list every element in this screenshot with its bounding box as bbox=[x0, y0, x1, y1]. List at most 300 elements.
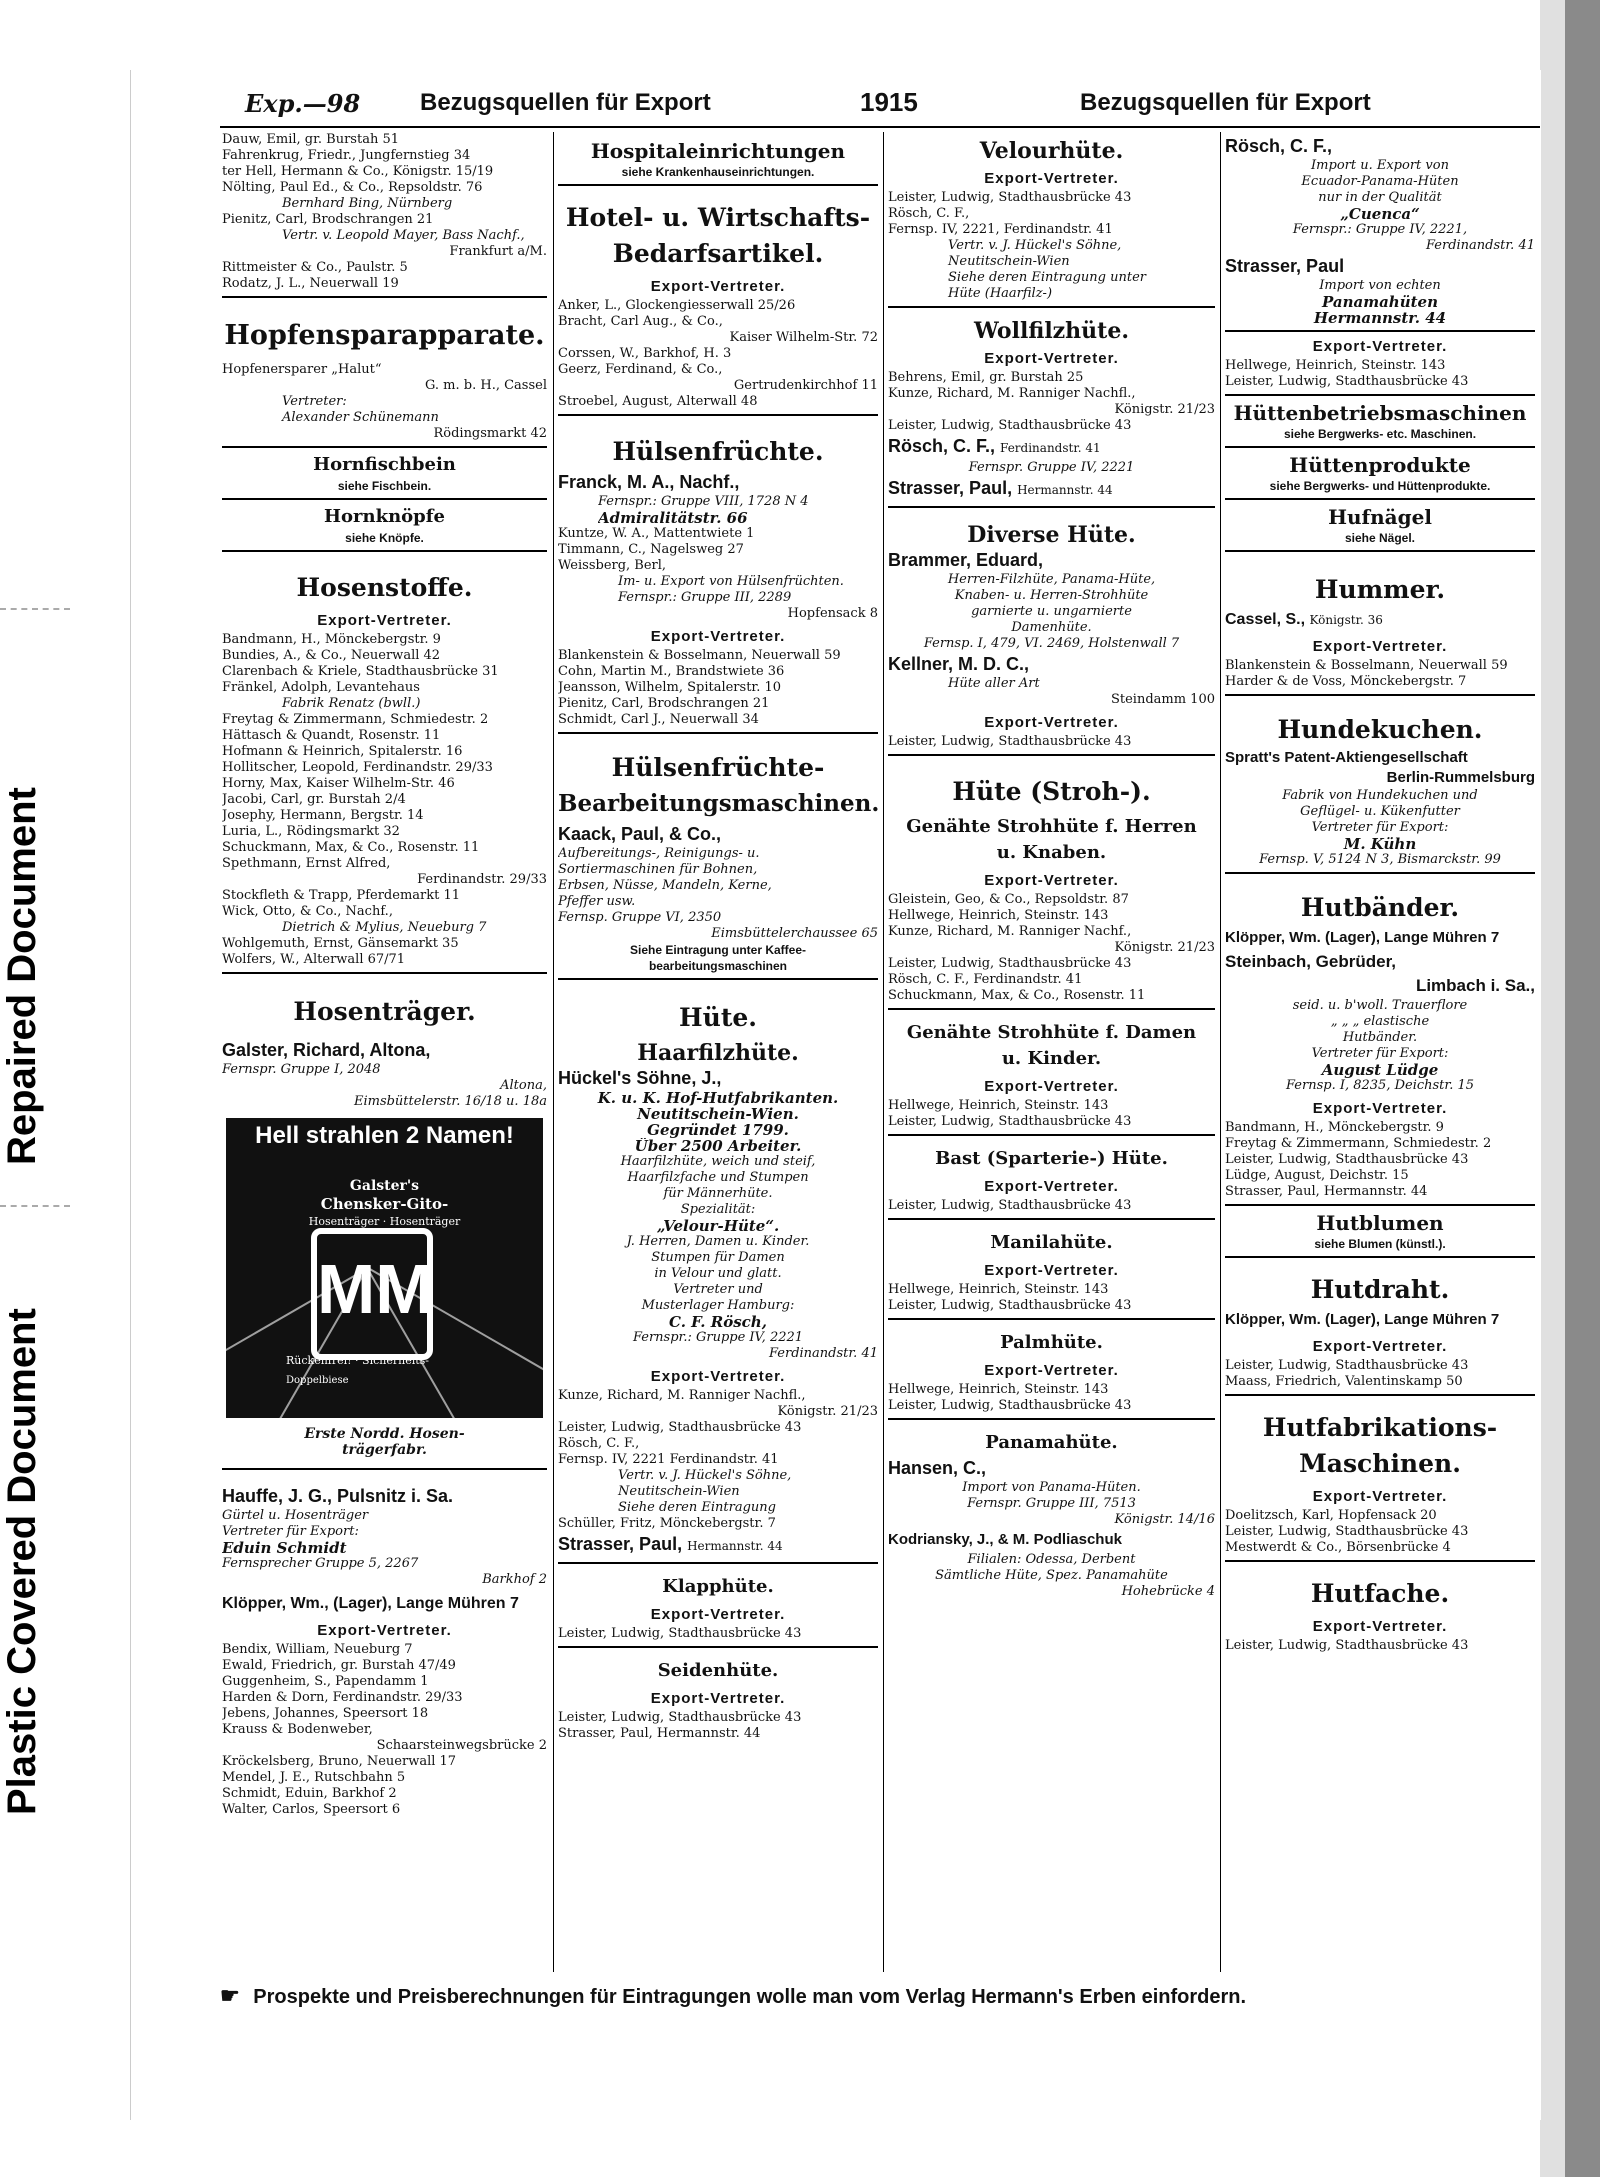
list-item: Herren-Filzhüte, Panama-Hüte, bbox=[947, 572, 1156, 587]
list-item: Eimsbüttelerstr. 16/18 u. 18a bbox=[353, 1094, 547, 1109]
firm-name: Cassel, S., bbox=[1225, 611, 1306, 628]
list-item: Hellwege, Heinrich, Steinstr. 143 bbox=[888, 1098, 1109, 1113]
list-item: Alexander Schünemann bbox=[282, 410, 439, 425]
entry-list bbox=[1225, 358, 1535, 390]
heading-huete-stroh: Hüte (Stroh-). bbox=[952, 777, 1151, 806]
list-item: Leister, Ludwig, Stadthausbrücke 43 bbox=[888, 418, 1132, 433]
entry-list bbox=[888, 572, 1215, 652]
list-item: Wohlgemuth, Ernst, Gänsemarkt 35 bbox=[222, 936, 459, 951]
list-item: Hellwege, Heinrich, Steinstr. 143 bbox=[888, 908, 1109, 923]
firm-roesch bbox=[888, 434, 1215, 460]
cross-reference: bearbeitungsmaschinen bbox=[648, 959, 788, 973]
list-item: Hollitscher, Leopold, Ferdinandstr. 29/33 bbox=[222, 760, 493, 775]
list-item: Vertr. v. J. Hückel's Söhne, bbox=[618, 1468, 792, 1483]
list-item: Hellwege, Heinrich, Steinstr. 143 bbox=[888, 1282, 1109, 1297]
list-item: Spethmann, Ernst Alfred, bbox=[222, 856, 391, 871]
heading-strohhuete-herren-2: u. Knaben. bbox=[996, 842, 1107, 863]
list-item: C. F. Rösch, bbox=[669, 1314, 767, 1330]
firm-phone: Fernspr. Gruppe IV, 2221 bbox=[968, 460, 1135, 475]
column-2 bbox=[558, 132, 878, 1742]
list-item: Timmann, C., Nagelsweg 27 bbox=[558, 542, 744, 557]
list-item: Bundies, A., & Co., Neuerwall 42 bbox=[222, 648, 441, 663]
list-item: G. m. b. H., Cassel bbox=[425, 378, 547, 393]
list-item: Gertrudenkirchhof 11 bbox=[733, 378, 878, 393]
column-3 bbox=[888, 132, 1215, 1600]
entry-list bbox=[558, 846, 878, 942]
column-4 bbox=[1225, 132, 1535, 1654]
list-item: Import u. Export von bbox=[1311, 158, 1449, 173]
ad-line: Rückenfrei! · Sicherheits- bbox=[286, 1354, 430, 1367]
list-item: Strasser, Paul, Hermannstr. 44 bbox=[558, 1726, 761, 1741]
export-vertreter-label: Export-Vertreter. bbox=[650, 278, 786, 295]
export-vertreter-label: Export-Vertreter. bbox=[984, 1262, 1119, 1279]
list-item: Hüte (Haarfilz-) bbox=[948, 286, 1053, 301]
firm-strasser bbox=[888, 476, 1215, 502]
heading-hutdraht: Hutdraht. bbox=[1310, 1275, 1450, 1304]
list-item: Hohebrücke 4 bbox=[1121, 1584, 1215, 1599]
list-item: Pfeffer usw. bbox=[558, 894, 636, 909]
ad-line: Hosenträger · Hosenträger bbox=[308, 1215, 461, 1228]
list-item: Steindamm 100 bbox=[1110, 692, 1215, 707]
list-item: Leister, Ludwig, Stadthausbrücke 43 bbox=[888, 190, 1132, 205]
list-item: Horny, Max, Kaiser Wilhelm-Str. 46 bbox=[222, 776, 455, 791]
ad-line: Chensker-Gito- bbox=[320, 1195, 449, 1213]
list-item: Pienitz, Carl, Brodschrangen 21 bbox=[222, 212, 434, 227]
list-item: Leister, Ludwig, Stadthausbrücke 43 bbox=[888, 1298, 1132, 1313]
list-item: Ewald, Friedrich, gr. Burstah 47/49 bbox=[222, 1658, 456, 1673]
list-item: Fernspr. Gruppe III, 7513 bbox=[967, 1496, 1136, 1511]
list-item: Haarfilzhüte, weich und steif, bbox=[620, 1154, 816, 1169]
list-item: Fernsp. V, 5124 N 3, Bismarckstr. 99 bbox=[1259, 852, 1501, 867]
list-item: „Velour-Hüte“. bbox=[656, 1218, 780, 1234]
list-item: Guggenheim, S., Papendamm 1 bbox=[222, 1674, 429, 1689]
heading-hotel: Hotel- u. Wirtschafts- bbox=[565, 203, 871, 232]
list-item: Vertreter für Export: bbox=[222, 1524, 359, 1539]
heading-strohhuete-damen: Genähte Strohhüte f. Damen bbox=[906, 1022, 1197, 1043]
list-item: Leister, Ludwig, Stadthausbrücke 43 bbox=[888, 1198, 1132, 1213]
entry-list bbox=[888, 190, 1215, 302]
column-1 bbox=[222, 132, 547, 1818]
list-item: Leister, Ludwig, Stadthausbrücke 43 bbox=[888, 1114, 1132, 1129]
firm-spratt-city: Berlin-Rummelsburg bbox=[1386, 769, 1535, 786]
list-item: Ecuador-Panama-Hüten bbox=[1301, 174, 1459, 189]
firm-spratt: Spratt's Patent-Aktiengesellschaft bbox=[1225, 749, 1468, 766]
firm-hansen: Hansen, C., bbox=[888, 1458, 987, 1478]
list-item: M. Kühn bbox=[1343, 836, 1417, 852]
export-vertreter-label: Export-Vertreter. bbox=[1312, 1100, 1448, 1117]
list-item: Spezialität: bbox=[680, 1202, 756, 1217]
export-vertreter-label: Export-Vertreter. bbox=[650, 628, 786, 645]
list-item: August Lüdge bbox=[1321, 1062, 1439, 1078]
entry-list bbox=[888, 1382, 1215, 1414]
entry-list bbox=[222, 632, 547, 968]
ad-title: Hell strahlen 2 Namen! bbox=[255, 1122, 514, 1149]
heading-hutfache: Hutfache. bbox=[1310, 1579, 1450, 1608]
list-item: Lüdge, August, Deichstr. 15 bbox=[1225, 1168, 1409, 1183]
list-item: Kunze, Richard, M. Ranniger Nachf., bbox=[888, 924, 1132, 939]
list-item: Jeansson, Wilhelm, Spitalerstr. 10 bbox=[558, 680, 782, 695]
list-item: Eduin Schmidt bbox=[222, 1540, 347, 1556]
list-item: Rodatz, J. L., Neuerwall 19 bbox=[222, 276, 399, 291]
list-item: Vertr. v. Leopold Mayer, Bass Nachf., bbox=[282, 228, 525, 243]
list-item: Hopfenersparer „Halut“ bbox=[222, 362, 382, 377]
heading-hopfensparapparate: Hopfensparapparate. bbox=[224, 320, 545, 351]
list-item: Stockfleth & Trapp, Pferdemarkt 11 bbox=[222, 888, 461, 903]
list-item: Kaiser Wilhelm-Str. 72 bbox=[729, 330, 878, 345]
list-item: Gleistein, Geo, & Co., Repsoldstr. 87 bbox=[888, 892, 1129, 907]
list-item: Blankenstein & Bosselmann, Neuerwall 59 bbox=[558, 648, 841, 663]
list-item: Vertreter und bbox=[673, 1282, 763, 1297]
entry-list bbox=[558, 1626, 878, 1642]
firm-address: Königstr. 36 bbox=[1309, 613, 1383, 627]
list-item: Filialen: Odessa, Derbent bbox=[967, 1552, 1136, 1567]
list-item: Vertreter: bbox=[282, 394, 347, 409]
list-item: Pienitz, Carl, Brodschrangen 21 bbox=[558, 696, 770, 711]
list-item: Kuntze, W. A., Mattentwiete 1 bbox=[558, 526, 755, 541]
ad-line: Doppelbiese bbox=[286, 1375, 349, 1386]
firm-hueckel: Hückel's Söhne, J., bbox=[558, 1068, 722, 1088]
list-item: Bernhard Bing, Nürnberg bbox=[282, 196, 453, 211]
entry-list bbox=[1225, 1508, 1535, 1556]
heading-hummer: Hummer. bbox=[1314, 575, 1446, 604]
list-item: Fernspr.: Gruppe III, 2289 bbox=[618, 590, 792, 605]
list-item: Im- u. Export von Hülsenfrüchten. bbox=[618, 574, 844, 589]
list-item: Admiralitätstr. 66 bbox=[598, 510, 748, 526]
export-vertreter-label: Export-Vertreter. bbox=[650, 1606, 786, 1623]
list-item: Stumpen für Damen bbox=[651, 1250, 785, 1265]
list-item: Dauw, Emil, gr. Burstah 51 bbox=[222, 132, 399, 147]
firm-name: Rösch, C. F., bbox=[888, 436, 996, 456]
firm-cassel bbox=[1225, 608, 1535, 632]
firm-kloepper: Klöpper, Wm. (Lager), Lange Mühren 7 bbox=[1225, 929, 1500, 946]
firm-steinbach-city: Limbach i. Sa., bbox=[1415, 976, 1535, 995]
list-item: Leister, Ludwig, Stadthausbrücke 43 bbox=[888, 1398, 1132, 1413]
list-item: Altona, bbox=[500, 1078, 547, 1093]
list-item: Ferdinandstr. 29/33 bbox=[417, 872, 547, 887]
list-item: Maass, Friedrich, Valentinskamp 50 bbox=[1225, 1374, 1463, 1389]
list-item: Harden & Dorn, Ferdinandstr. 29/33 bbox=[222, 1690, 463, 1705]
list-item: Krauss & Bodenweber, bbox=[222, 1722, 373, 1737]
heading-hundekuchen: Hundekuchen. bbox=[1277, 715, 1483, 744]
list-item: Vertreter für Export: bbox=[1311, 820, 1449, 835]
heading-palmhuete: Palmhüte. bbox=[1000, 1332, 1103, 1353]
heading-strohhuete-damen-2: u. Kinder. bbox=[1001, 1048, 1102, 1069]
entry-list bbox=[558, 494, 878, 526]
list-item: Über 2500 Arbeiter. bbox=[634, 1138, 802, 1154]
list-item: Josephy, Hermann, Bergstr. 14 bbox=[222, 808, 424, 823]
pointing-hand-icon: ☛ bbox=[220, 1983, 240, 2008]
list-item: Wick, Otto, & Co., Nachf., bbox=[222, 904, 393, 919]
list-item: Fernsp. IV, 2221, Ferdinandstr. 41 bbox=[888, 222, 1113, 237]
list-item: Leister, Ludwig, Stadthausbrücke 43 bbox=[558, 1626, 802, 1641]
heading-velourhuete: Velourhüte. bbox=[979, 138, 1124, 164]
list-item: garnierte u. ungarnierte bbox=[971, 604, 1132, 619]
list-item: Leister, Ludwig, Stadthausbrücke 43 bbox=[888, 956, 1132, 971]
heading-hospitaleinrichtungen: Hospitaleinrichtungen bbox=[590, 139, 846, 163]
list-item: Fernsp. I, 479, VI. 2469, Holstenwall 7 bbox=[923, 636, 1180, 651]
firm-address: Ferdinandstr. 41 bbox=[1000, 441, 1101, 455]
list-item: Hättasch & Quandt, Rosenstr. 11 bbox=[222, 728, 441, 743]
list-item: Leister, Ludwig, Stadthausbrücke 43 bbox=[1225, 1638, 1469, 1653]
column-divider bbox=[883, 132, 884, 1972]
list-item: Fabrik Renatz (bwll.) bbox=[282, 696, 421, 711]
list-item: Leister, Ludwig, Stadthausbrücke 43 bbox=[888, 734, 1132, 749]
firm-kaack: Kaack, Paul, & Co., bbox=[558, 824, 722, 844]
heading-seidenhuete: Seidenhüte. bbox=[657, 1660, 779, 1681]
firm-hauffe: Hauffe, J. G., Pulsnitz i. Sa. bbox=[222, 1486, 454, 1506]
heading-hotel-2: Bedarfsartikel. bbox=[612, 239, 824, 268]
ad-caption: Erste Nordd. Hosen- bbox=[304, 1426, 465, 1442]
list-item: Kunze, Richard, M. Ranniger Nachfl., bbox=[888, 386, 1136, 401]
list-item: Leister, Ludwig, Stadthausbrücke 43 bbox=[1225, 374, 1469, 389]
page-number: Exp.—98 bbox=[245, 89, 361, 118]
list-item: Königstr. 21/23 bbox=[1114, 940, 1215, 955]
firm-kloepper: Klöpper, Wm. (Lager), Lange Mühren 7 bbox=[1225, 1311, 1500, 1328]
heading-diverse-huete: Diverse Hüte. bbox=[967, 522, 1136, 548]
list-item: Fernsp. IV, 2221 Ferdinandstr. 41 bbox=[558, 1452, 779, 1467]
list-item: Strasser, Paul, Hermannstr. 44 bbox=[1225, 1184, 1428, 1199]
list-item: Bandmann, H., Mönckebergstr. 9 bbox=[222, 632, 441, 647]
list-item: Haarfilzfache und Stumpen bbox=[627, 1170, 809, 1185]
export-vertreter-label: Export-Vertreter. bbox=[650, 1368, 786, 1385]
list-item: Bracht, Carl Aug., & Co., bbox=[558, 314, 723, 329]
column-divider bbox=[553, 132, 554, 1972]
list-item: Musterlager Hamburg: bbox=[641, 1298, 795, 1313]
list-item: Luria, L., Rödingsmarkt 32 bbox=[222, 824, 400, 839]
list-item: Behrens, Emil, gr. Burstah 25 bbox=[888, 370, 1084, 385]
list-item: Schmidt, Carl J., Neuerwall 34 bbox=[558, 712, 759, 727]
export-vertreter-label: Export-Vertreter. bbox=[317, 1622, 452, 1639]
list-item: Mestwerdt & Co., Börsenbrücke 4 bbox=[1225, 1540, 1451, 1555]
list-item: Hellwege, Heinrich, Steinstr. 143 bbox=[888, 1382, 1109, 1397]
list-item: „ „ „ elastische bbox=[1330, 1014, 1430, 1029]
ad-caption: trägerfabr. bbox=[342, 1442, 427, 1458]
list-item: nur in der Qualität bbox=[1318, 190, 1442, 205]
list-item: Sämtliche Hüte, Spez. Panamahüte bbox=[935, 1568, 1168, 1583]
list-item: Leister, Ludwig, Stadthausbrücke 43 bbox=[1225, 1524, 1469, 1539]
list-item: Fernspr.: Gruppe VIII, 1728 N 4 bbox=[598, 494, 809, 509]
entry-list bbox=[1225, 278, 1535, 326]
cross-reference: siehe Krankenhauseinrichtungen. bbox=[621, 165, 815, 179]
page-header bbox=[245, 83, 1525, 125]
list-item: Barkhof 2 bbox=[482, 1572, 547, 1587]
list-item: Neutitschein-Wien bbox=[618, 1484, 740, 1499]
list-item: Leister, Ludwig, Stadthausbrücke 43 bbox=[558, 1710, 802, 1725]
list-item: Dietrich & Mylius, Neueburg 7 bbox=[282, 920, 487, 935]
entry-list bbox=[558, 1388, 878, 1532]
firm-strasser bbox=[558, 1532, 878, 1558]
list-item: Frankfurt a/M. bbox=[449, 244, 547, 259]
list-item: Stroebel, August, Alterwall 48 bbox=[558, 394, 758, 409]
entry-list bbox=[888, 892, 1215, 1004]
heading-panamahuete: Panamahüte. bbox=[985, 1432, 1118, 1453]
cross-reference: siehe Blumen (künstl.). bbox=[1314, 1237, 1446, 1251]
entry-list bbox=[1225, 658, 1535, 690]
header-right-title: Bezugsquellen für Export bbox=[1080, 89, 1371, 116]
list-item: Fernspr.: Gruppe IV, 2221, bbox=[1292, 222, 1468, 237]
list-item: Fränkel, Adolph, Levantehaus bbox=[222, 680, 420, 695]
list-item: Schuckmann, Max, & Co., Rosenstr. 11 bbox=[222, 840, 480, 855]
list-item: Gürtel u. Hosenträger bbox=[222, 1508, 369, 1523]
export-vertreter-label: Export-Vertreter. bbox=[984, 1078, 1119, 1095]
list-item: Fabrik von Hundekuchen und bbox=[1282, 788, 1478, 803]
list-item: Fernsp. I, 8235, Deichstr. 15 bbox=[1285, 1078, 1474, 1093]
export-vertreter-label: Export-Vertreter. bbox=[1312, 338, 1448, 355]
list-item: Import von Panama-Hüten. bbox=[962, 1480, 1141, 1495]
list-item: Anker, L., Glockengiesserwall 25/26 bbox=[558, 298, 796, 313]
list-item: Schaarsteinwegsbrücke 2 bbox=[376, 1738, 547, 1753]
firm-strasser: Strasser, Paul bbox=[1225, 256, 1345, 276]
plastic-covered-label: Plastic Covered Document bbox=[0, 1308, 44, 1815]
list-item: Schmidt, Eduin, Barkhof 2 bbox=[222, 1786, 397, 1801]
heading-wollfilzhuete: Wollfilzhüte. bbox=[974, 318, 1129, 344]
list-item: Geerz, Ferdinand, & Co., bbox=[558, 362, 723, 377]
scan-background bbox=[1540, 0, 1565, 2177]
heading-huelsenfruechte-bearb-2: Bearbeitungsmaschinen. bbox=[558, 790, 880, 817]
list-item: Doelitzsch, Karl, Hopfensack 20 bbox=[1225, 1508, 1437, 1523]
entry-list bbox=[222, 1508, 547, 1588]
list-item: Königstr. 21/23 bbox=[777, 1404, 878, 1419]
heading-hutbaender: Hutbänder. bbox=[1300, 893, 1460, 922]
list-item: Damenhüte. bbox=[1011, 620, 1092, 635]
heading-haarfilzhuete: Haarfilzhüte. bbox=[637, 1040, 799, 1066]
list-item: Bendix, William, Neueburg 7 bbox=[222, 1642, 413, 1657]
export-vertreter-label: Export-Vertreter. bbox=[1312, 638, 1448, 655]
list-item: Sortiermaschinen für Bohnen, bbox=[558, 862, 758, 877]
list-item: Rösch, C. F., bbox=[888, 206, 970, 221]
entry-list bbox=[888, 1282, 1215, 1314]
heading-hornfischbein: Hornfischbein bbox=[313, 454, 456, 475]
list-item: Hermannstr. 44 bbox=[1313, 310, 1447, 326]
entry-list bbox=[222, 362, 547, 442]
column-divider bbox=[1220, 132, 1221, 1972]
heading-huettenbetriebsmaschinen: Hüttenbetriebsmaschinen bbox=[1233, 401, 1527, 425]
list-item: ter Hell, Hermann & Co., Königstr. 15/19 bbox=[222, 164, 494, 179]
entry-list bbox=[222, 1642, 547, 1818]
entry-list bbox=[1225, 788, 1535, 868]
heading-klapphuete: Klapphüte. bbox=[662, 1576, 774, 1597]
export-vertreter-label: Export-Vertreter. bbox=[984, 170, 1119, 187]
list-item: Panamahüten bbox=[1321, 294, 1438, 310]
cross-reference: siehe Fischbein. bbox=[337, 479, 432, 493]
list-item: Vertreter für Export: bbox=[1311, 1046, 1449, 1061]
firm-name: Strasser, Paul, bbox=[558, 1534, 683, 1554]
cross-reference: siehe Bergwerks- und Hüttenprodukte. bbox=[1269, 479, 1491, 493]
heading-hutfabrikation-2: Maschinen. bbox=[1299, 1449, 1461, 1478]
list-item: Mendel, J. E., Rutschbahn 5 bbox=[222, 1770, 406, 1785]
heading-hufnaegel: Hufnägel bbox=[1328, 505, 1432, 529]
entry-list bbox=[888, 734, 1215, 750]
list-item: Import von echten bbox=[1319, 278, 1441, 293]
list-item: Rösch, C. F., bbox=[558, 1436, 640, 1451]
list-item: Gegründet 1799. bbox=[647, 1122, 789, 1138]
list-item: Erbsen, Nüsse, Mandeln, Kerne, bbox=[558, 878, 772, 893]
list-item: Hopfensack 8 bbox=[787, 606, 878, 621]
entry-list bbox=[888, 1480, 1215, 1528]
entry-list bbox=[1225, 158, 1535, 254]
list-item: Neutitschein-Wien bbox=[948, 254, 1070, 269]
list-item: Fahrenkrug, Friedr., Jungfernstieg 34 bbox=[222, 148, 471, 163]
scan-edge bbox=[1565, 0, 1600, 2177]
firm-name: Strasser, Paul, bbox=[888, 478, 1013, 498]
entry-list bbox=[558, 648, 878, 728]
list-item: Weissberg, Berl, bbox=[558, 558, 667, 573]
list-item: Siehe deren Eintragung unter bbox=[948, 270, 1146, 285]
list-item: Fernspr.: Gruppe IV, 2221 bbox=[632, 1330, 804, 1345]
entry-list bbox=[888, 1098, 1215, 1130]
cross-reference: Siehe Eintragung unter Kaffee- bbox=[629, 943, 807, 957]
export-vertreter-label: Export-Vertreter. bbox=[650, 1690, 786, 1707]
list-item: Neutitschein-Wien. bbox=[637, 1106, 799, 1122]
heading-huelsenfruechte-bearb: Hülsenfrüchte- bbox=[611, 753, 825, 782]
list-item: Wolfers, W., Alterwall 67/71 bbox=[222, 952, 406, 967]
firm-galster: Galster, Richard, Altona, bbox=[222, 1040, 431, 1060]
entry-list bbox=[558, 298, 878, 410]
heading-hosenstoffe: Hosenstoffe. bbox=[296, 573, 473, 602]
export-vertreter-label: Export-Vertreter. bbox=[984, 350, 1119, 367]
list-item: Jacobi, Carl, gr. Burstah 2/4 bbox=[222, 792, 406, 807]
firm-roesch: Rösch, C. F., bbox=[1225, 136, 1333, 156]
entry-list bbox=[558, 1710, 878, 1742]
cross-reference: siehe Nägel. bbox=[1344, 531, 1416, 545]
list-item: Königstr. 14/16 bbox=[1114, 1512, 1215, 1527]
list-item: Hüte aller Art bbox=[948, 676, 1040, 691]
ad-line: Galster's bbox=[349, 1178, 420, 1194]
list-item: Leister, Ludwig, Stadthausbrücke 43 bbox=[558, 1420, 802, 1435]
header-year: 1915 bbox=[860, 87, 918, 117]
list-item: Schüller, Fritz, Mönckebergstr. 7 bbox=[558, 1516, 776, 1531]
firm-kodriansky: Kodriansky, J., & M. Podliaschuk bbox=[888, 1531, 1122, 1548]
list-item: Jebens, Johannes, Speersort 18 bbox=[222, 1706, 429, 1721]
list-item: Fernsp. Gruppe VI, 2350 bbox=[558, 910, 722, 925]
footer-text: Prospekte und Preisberechnungen für Eintragungen wolle man vom Verlag Hermann's Erben einfordern. bbox=[253, 1986, 1247, 2008]
advertisement-galster bbox=[226, 1118, 543, 1418]
list-item: Königstr. 21/23 bbox=[1114, 402, 1215, 417]
export-vertreter-label: Export-Vertreter. bbox=[1312, 1488, 1448, 1505]
list-item: „Cuenca“ bbox=[1340, 206, 1420, 222]
repaired-document-label: Repaired Document bbox=[0, 787, 44, 1165]
list-item: Ferdinandstr. 41 bbox=[1425, 238, 1535, 253]
list-item: Cohn, Martin M., Brandstwiete 36 bbox=[558, 664, 785, 679]
cross-reference: siehe Bergwerks- etc. Maschinen. bbox=[1283, 427, 1477, 441]
list-item: Leister, Ludwig, Stadthausbrücke 43 bbox=[1225, 1152, 1469, 1167]
list-item: Eimsbüttelerchaussee 65 bbox=[711, 926, 878, 941]
list-item: Walter, Carlos, Speersort 6 bbox=[222, 1802, 401, 1817]
heading-basthuete: Bast (Sparterie-) Hüte. bbox=[935, 1148, 1168, 1169]
list-item: Freytag & Zimmermann, Schmiedestr. 2 bbox=[222, 712, 489, 727]
heading-hornknoepfe: Hornknöpfe bbox=[324, 506, 445, 527]
heading-hosentraeger: Hosenträger. bbox=[293, 997, 476, 1026]
tab-marker bbox=[0, 608, 70, 610]
export-vertreter-label: Export-Vertreter. bbox=[984, 1362, 1119, 1379]
list-item: K. u. K. Hof-Hutfabrikanten. bbox=[597, 1090, 839, 1106]
export-vertreter-label: Export-Vertreter. bbox=[317, 612, 452, 629]
entry-list bbox=[888, 1198, 1215, 1214]
list-item: Freytag & Zimmermann, Schmiedestr. 2 bbox=[1225, 1136, 1492, 1151]
heading-manilahuete: Manilahüte. bbox=[990, 1232, 1113, 1253]
list-item: Blankenstein & Bosselmann, Neuerwall 59 bbox=[1225, 658, 1508, 673]
entry-list bbox=[222, 1062, 547, 1110]
entry-list bbox=[222, 132, 547, 292]
entry-list bbox=[1225, 998, 1535, 1094]
cross-reference: siehe Knöpfe. bbox=[345, 531, 424, 545]
entry-list bbox=[558, 1090, 878, 1362]
entry-list bbox=[558, 526, 878, 622]
list-item: Leister, Ludwig, Stadthausbrücke 43 bbox=[1225, 1358, 1469, 1373]
list-item: Kunze, Richard, M. Ranniger Nachfl., bbox=[558, 1388, 806, 1403]
tab-marker bbox=[0, 1205, 70, 1207]
heading-strohhuete-herren: Genähte Strohhüte f. Herren bbox=[906, 816, 1197, 837]
